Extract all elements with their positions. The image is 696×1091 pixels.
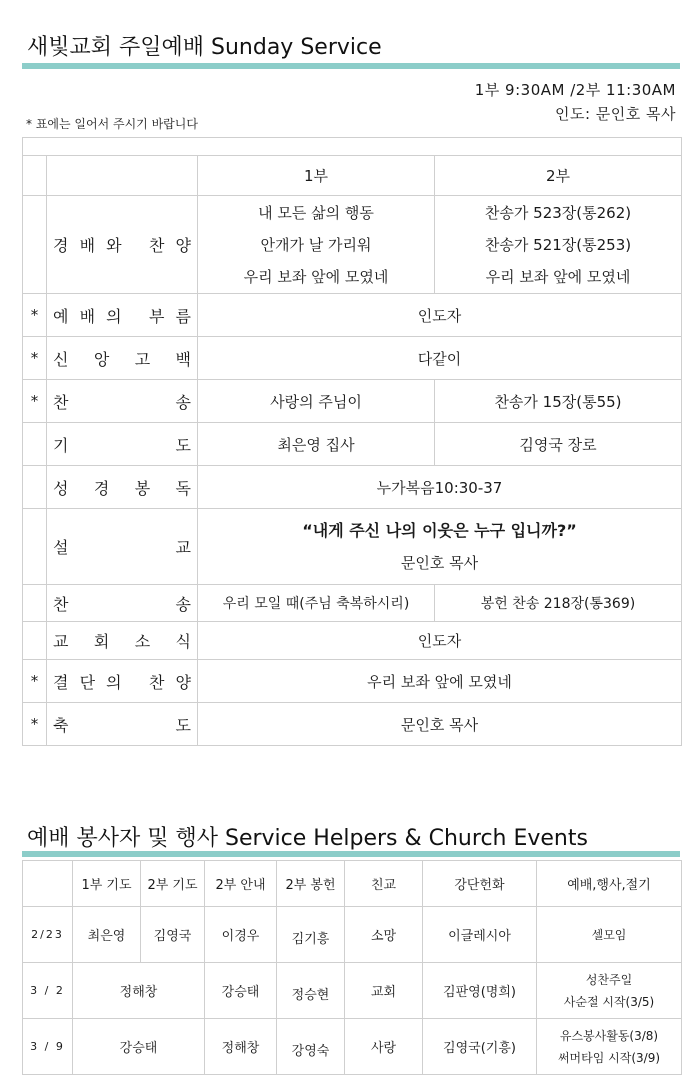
- flowers-name: 이글레시아: [423, 907, 537, 963]
- standing-marker: *: [23, 703, 47, 746]
- sermon-title: “내게 주신 나의 이웃은 누구 입니까?”: [302, 520, 577, 540]
- usher-name: 정해창: [205, 1019, 277, 1075]
- standing-marker: *: [23, 660, 47, 703]
- hymn-first: 사랑의 주님이: [198, 380, 435, 423]
- creed-value: 다같이: [198, 337, 682, 380]
- sermon-cell: [198, 509, 682, 585]
- row-date: 3 / 9: [23, 1019, 73, 1075]
- standing-marker: *: [23, 337, 47, 380]
- scripture-value: 누가복음10:30-37: [198, 466, 682, 509]
- header-flowers: 강단헌화: [423, 861, 537, 907]
- usher-name: 강승태: [205, 963, 277, 1019]
- header-usher: 2부 안내: [205, 861, 277, 907]
- events-list: 성찬주일 사순절 시작(3/5): [537, 963, 682, 1019]
- events-title: 예배 봉사자 및 행사 Service Helpers & Church Events: [27, 826, 588, 851]
- standing-marker: *: [23, 294, 47, 337]
- table-row: [23, 703, 682, 746]
- offering-name: 김기흥: [277, 907, 345, 963]
- row-label-creed: 신 앙 고 백: [47, 337, 198, 380]
- flowers-name: 김영국(기흥): [423, 1019, 537, 1075]
- offering-name: 강영숙: [277, 1019, 345, 1075]
- church-news-value: 인도자: [198, 622, 682, 660]
- table-row: [23, 294, 682, 337]
- table-row: [23, 380, 682, 423]
- fellowship-name: 사랑: [345, 1019, 423, 1075]
- row-label-scripture: 성 경 봉 독: [47, 466, 198, 509]
- prayer-first: 최은영 집사: [198, 423, 435, 466]
- events-list: 셀모임: [537, 907, 682, 963]
- header-prayer2: 2부 기도: [141, 861, 205, 907]
- standing-note: * 표에는 일어서 주시기 바랍니다: [26, 117, 198, 131]
- col-header-first: 1부: [198, 156, 435, 196]
- row-label-hymn: 찬 송: [47, 380, 198, 423]
- events-list: 유스봉사활동(3/8) 써머타임 시작(3/9): [537, 1019, 682, 1075]
- header-events: 예배,행사,절기: [537, 861, 682, 907]
- fellowship-name: 교회: [345, 963, 423, 1019]
- row-label-praise: 경 배 와 찬 양: [47, 196, 198, 294]
- header-offering: 2부 봉헌: [277, 861, 345, 907]
- flowers-name: 김판영(명희): [423, 963, 537, 1019]
- table-row: [23, 423, 682, 466]
- row-label-benediction: 축 도: [47, 703, 198, 746]
- events-table: [22, 860, 682, 1075]
- offering-name: 정승현: [277, 963, 345, 1019]
- service-leader: 인도: 문인호 목사: [554, 105, 676, 123]
- row-date: 2/23: [23, 907, 73, 963]
- events-title-underline: [22, 851, 680, 857]
- order-of-service-table: [22, 137, 682, 746]
- table-top-spacer: [23, 138, 682, 156]
- row-label-closing-praise: 결 단 의 찬 양: [47, 660, 198, 703]
- standing-marker: *: [23, 380, 47, 423]
- table-row: [23, 963, 682, 1019]
- header-fellowship: 친교: [345, 861, 423, 907]
- title-underline: [22, 63, 680, 69]
- row-label-offering-hymn: 찬 송: [47, 585, 198, 622]
- hymn2-first: 우리 모일 때(주님 축복하시리): [198, 585, 435, 622]
- events-header-row: [23, 861, 682, 907]
- page-title: 새빛교회 주일예배 Sunday Service: [27, 35, 382, 60]
- praise-second-songs: 찬송가 523장(통262) 찬송가 521장(통253) 우리 보좌 앞에 모였네: [435, 196, 682, 294]
- header-prayer1: 1부 기도: [73, 861, 141, 907]
- table-row: [23, 1019, 682, 1075]
- benediction-value: 문인호 목사: [198, 703, 682, 746]
- table-row: [23, 660, 682, 703]
- row-label-call-to-worship: 예 배 의 부 름: [47, 294, 198, 337]
- prayer-second: 김영국 장로: [435, 423, 682, 466]
- service-schedule: 1부 9:30AM /2부 11:30AM: [474, 81, 676, 99]
- table-row: [23, 466, 682, 509]
- prayer-name: 강승태: [73, 1019, 205, 1075]
- row-label-sermon: 설 교: [47, 509, 198, 585]
- closing-praise-value: 우리 보좌 앞에 모였네: [198, 660, 682, 703]
- col-header-second: 2부: [435, 156, 682, 196]
- table-row: [23, 907, 682, 963]
- table-row: [23, 509, 682, 585]
- table-row: [23, 196, 682, 294]
- usher-name: 이경우: [205, 907, 277, 963]
- hymn-second: 찬송가 15장(통55): [435, 380, 682, 423]
- row-label-prayer: 기 도: [47, 423, 198, 466]
- prayer2-name: 김영국: [141, 907, 205, 963]
- table-row: [23, 585, 682, 622]
- prayer-name: 정해창: [73, 963, 205, 1019]
- fellowship-name: 소망: [345, 907, 423, 963]
- praise-first-songs: 내 모든 삶의 행동 안개가 날 가리워 우리 보좌 앞에 모였네: [198, 196, 435, 294]
- table-row: [23, 337, 682, 380]
- table-row: [23, 622, 682, 660]
- sermon-preacher: 문인호 목사: [400, 553, 479, 572]
- row-label-church-news: 교 회 소 식: [47, 622, 198, 660]
- call-to-worship-value: 인도자: [198, 294, 682, 337]
- row-date: 3 / 2: [23, 963, 73, 1019]
- hymn2-second: 봉헌 찬송 218장(통369): [435, 585, 682, 622]
- prayer1-name: 최은영: [73, 907, 141, 963]
